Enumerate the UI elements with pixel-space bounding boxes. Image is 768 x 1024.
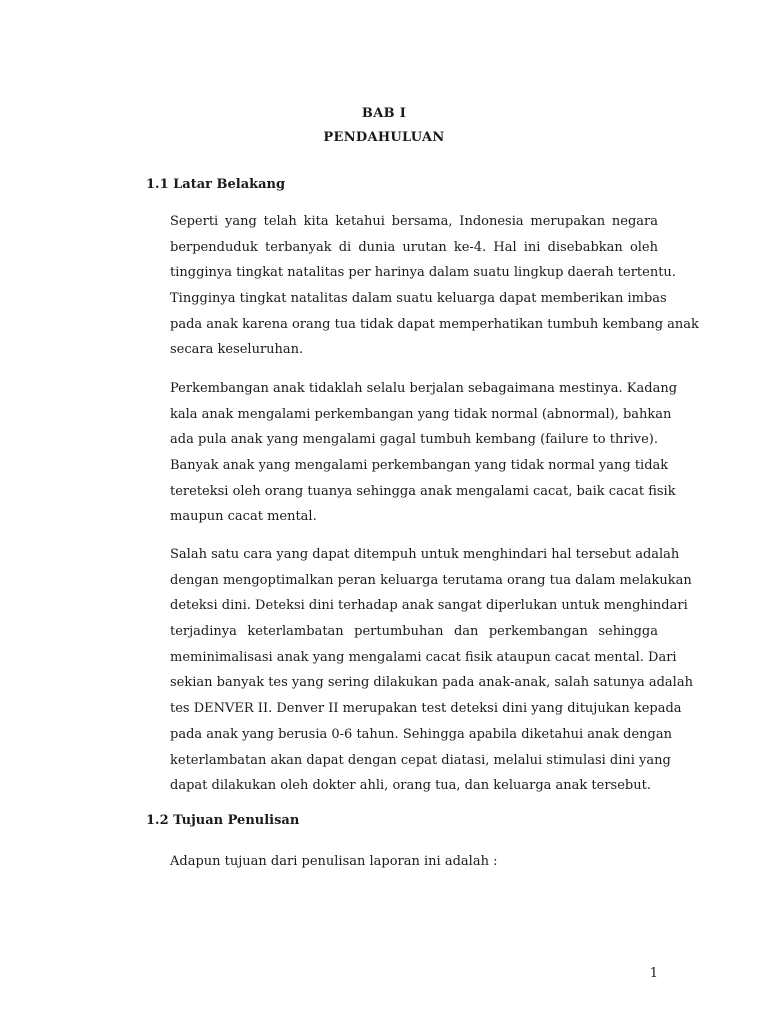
paragraph-line: Adapun tujuan dari penulisan laporan ini adalah : — [170, 854, 498, 869]
paragraph-line: secara keseluruhan. — [170, 342, 304, 358]
paragraph-line: kala anak mengalami perkembangan yang tidak normal (abnormal), bahkan — [170, 406, 672, 422]
paragraph-line: berpenduduk terbanyak di dunia urutan ke-4. Hal ini disebabkan oleh — [170, 239, 658, 255]
paragraph-line: terjadinya keterlambatan pertumbuhan dan perkembangan sehingga — [170, 624, 658, 640]
paragraph-line: ada pula anak yang mengalami gagal tumbuh kembang (failure to thrive). — [170, 432, 658, 448]
paragraph — [170, 376, 678, 530]
section-heading-latar-belakang: 1.1 Latar Belakang — [146, 177, 286, 192]
paragraph-line: dapat dilakukan oleh dokter ahli, orang tua, dan keluarga anak tersebut. — [170, 778, 651, 794]
paragraph-line: Seperti yang telah kita ketahui bersama, Indonesia merupakan negara — [170, 214, 658, 229]
paragraph-line: Salah satu cara yang dapat ditempuh untuk menghindari hal tersebut adalah — [170, 547, 680, 562]
paragraph-line: sekian banyak tes yang sering dilakukan pada anak-anak, salah satunya adalah — [170, 675, 693, 691]
paragraph-line: keterlambatan akan dapat dengan cepat diatasi, melalui stimulasi dini yang — [170, 752, 671, 768]
paragraph — [170, 209, 699, 363]
paragraph-line: Banyak anak yang mengalami perkembangan yang tidak normal yang tidak — [170, 458, 669, 474]
paragraph-line: pada anak yang berusia 0-6 tahun. Sehingga apabila diketahui anak dengan — [170, 726, 672, 742]
paragraph-line: tes DENVER II. Denver II merupakan test deteksi dini yang ditujukan kepada — [170, 701, 682, 717]
paragraph-line: dengan mengoptimalkan peran keluarga terutama orang tua dalam melakukan — [170, 572, 692, 588]
chapter-number: BAB I — [361, 106, 407, 121]
paragraph-line: tingginya tingkat natalitas per harinya dalam suatu lingkup daerah tertentu. — [170, 265, 676, 281]
section-heading-tujuan-penulisan: 1.2 Tujuan Penulisan — [146, 813, 300, 828]
chapter-title: PENDAHULUAN — [323, 130, 445, 145]
paragraph-line: tereteksi oleh orang tuanya sehingga anak mengalami cacat, baik cacat fisik — [170, 483, 676, 499]
paragraph-line: Tingginya tingkat natalitas dalam suatu keluarga dapat memberikan imbas — [170, 291, 667, 307]
paragraph-line: pada anak karena orang tua tidak dapat memperhatikan tumbuh kembang anak — [170, 316, 699, 332]
paragraph — [170, 849, 658, 875]
page-number: 1 — [649, 966, 658, 981]
paragraph-line: maupun cacat mental. — [170, 509, 317, 525]
paragraph-line: Perkembangan anak tidaklah selalu berjalan sebagaimana mestinya. Kadang — [170, 381, 678, 396]
paragraph — [170, 542, 693, 799]
paragraph-line: meminimalisasi anak yang mengalami cacat fisik ataupun cacat mental. Dari — [170, 649, 677, 665]
paragraph-line: deteksi dini. Deteksi dini terhadap anak sangat diperlukan untuk menghindari — [170, 598, 688, 614]
